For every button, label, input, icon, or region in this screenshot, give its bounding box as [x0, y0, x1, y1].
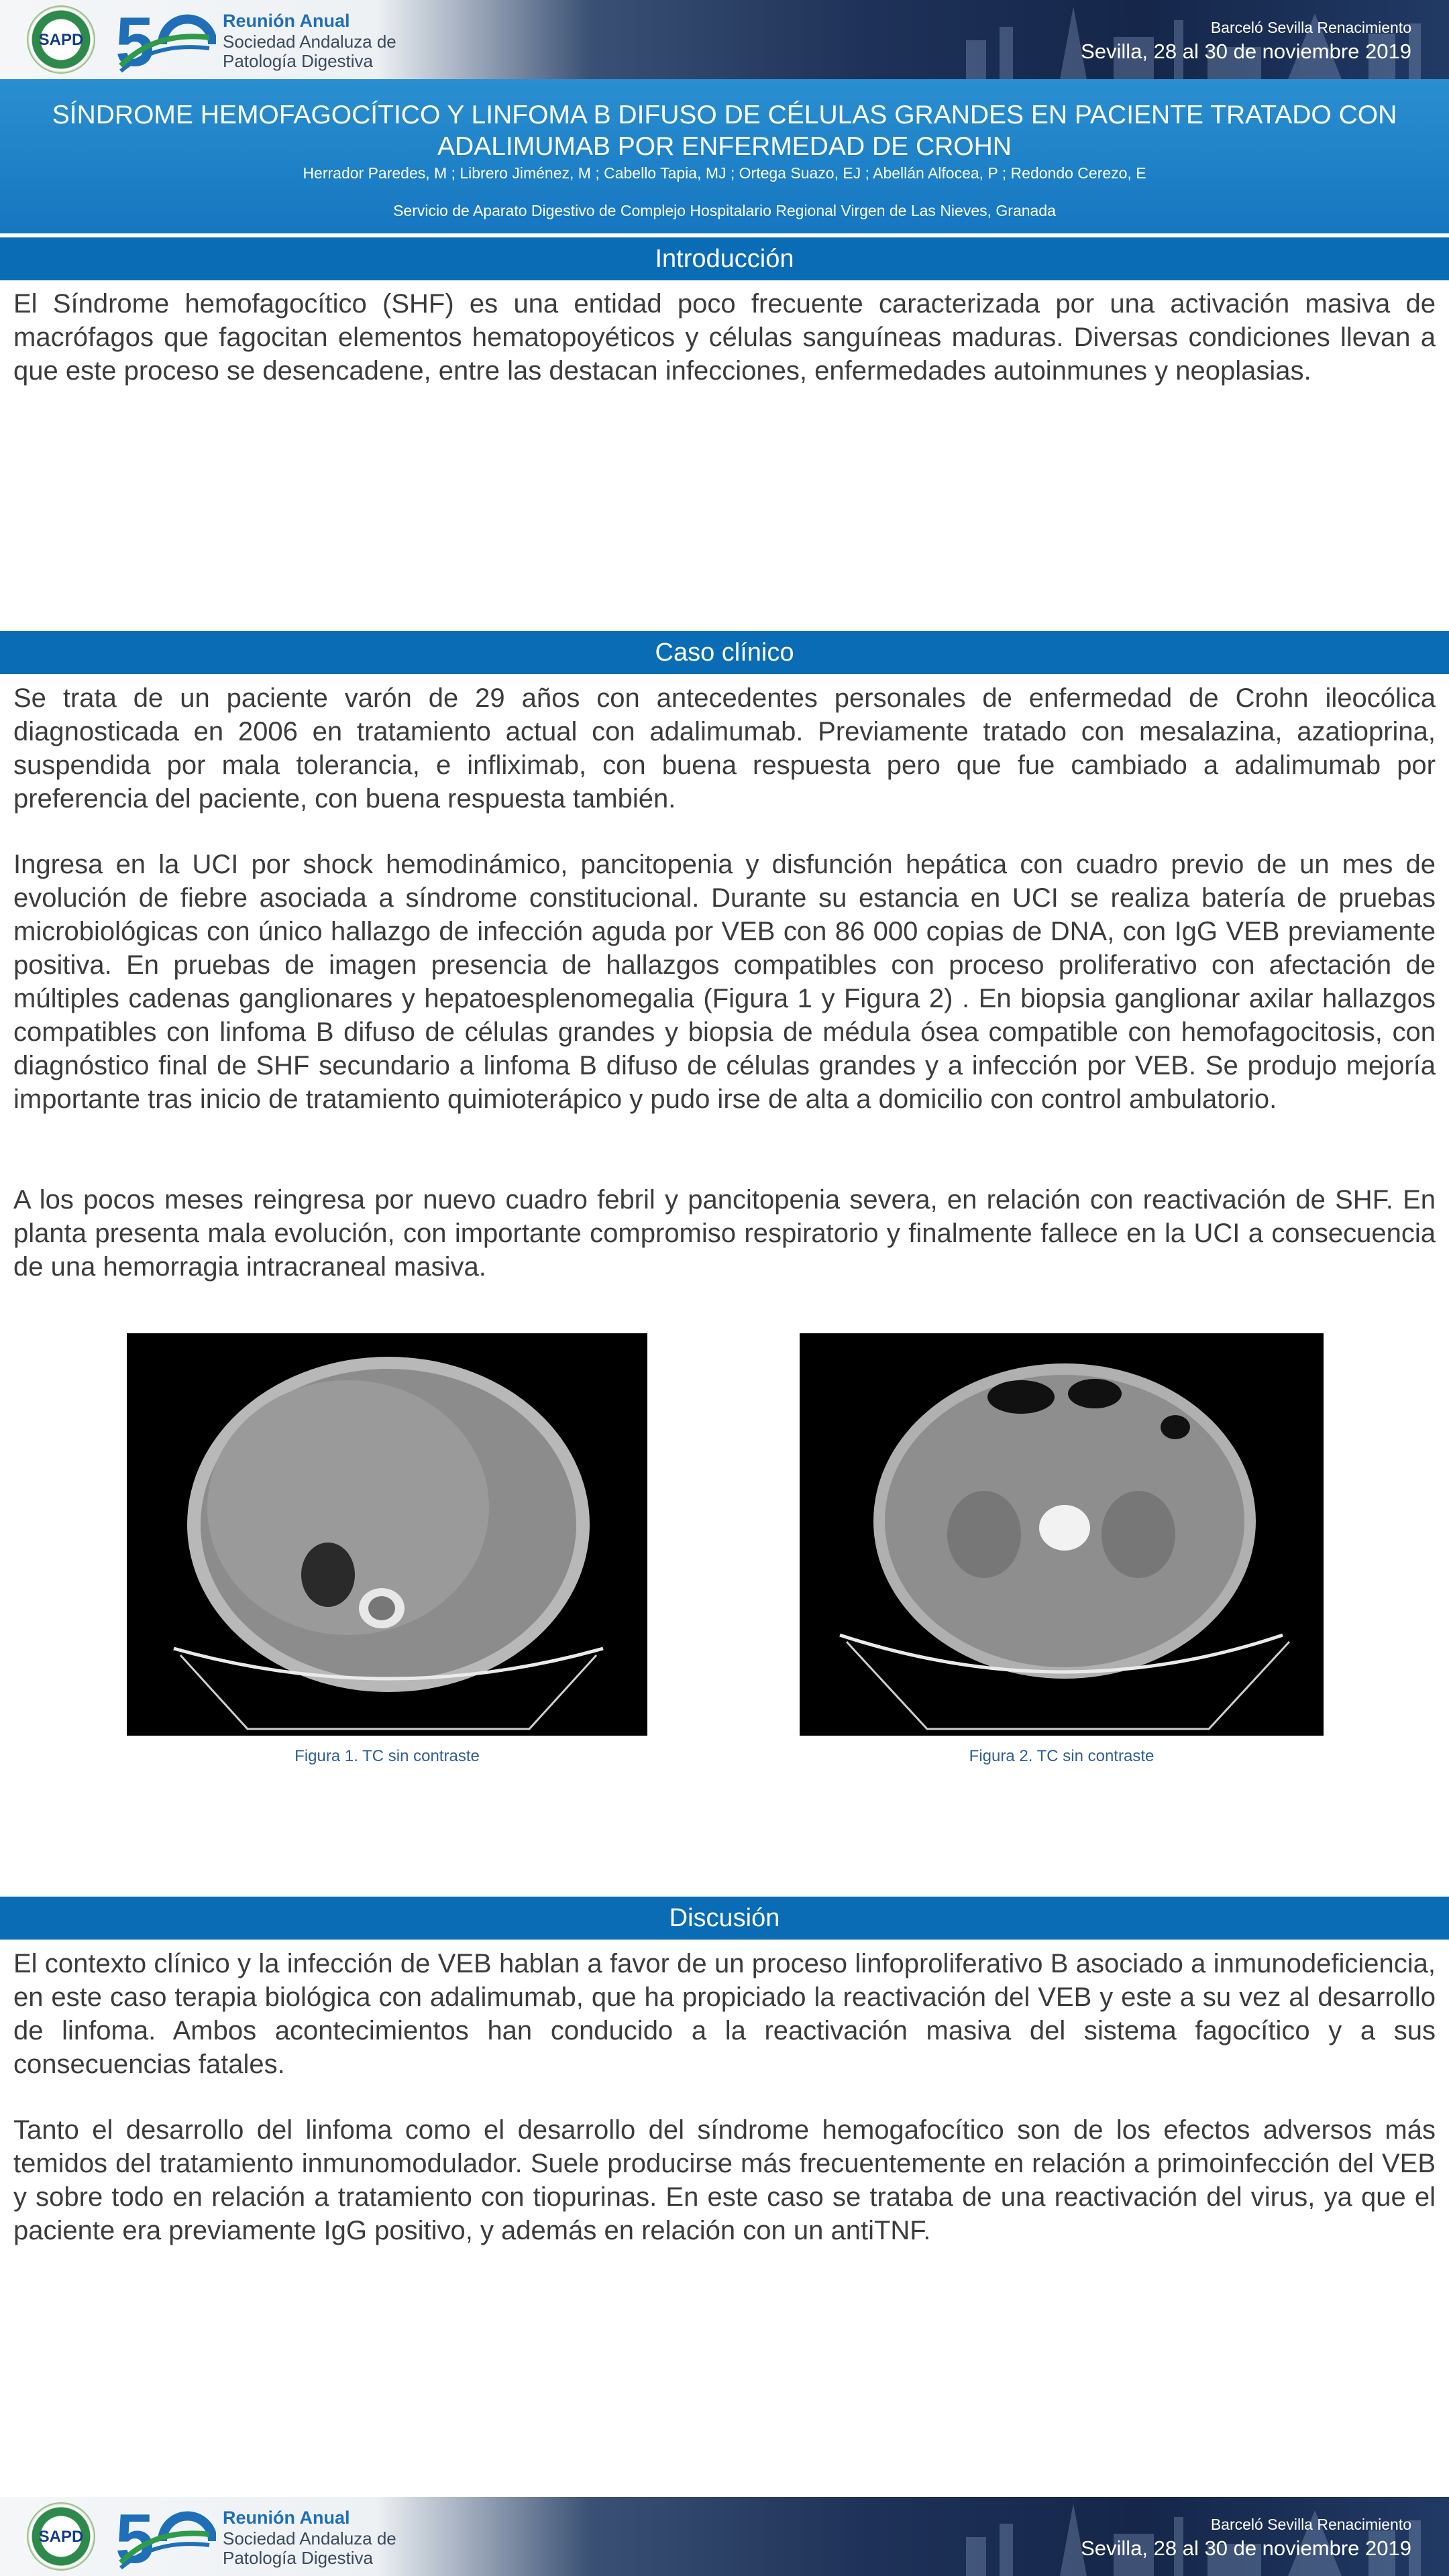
title-band — [0, 79, 1449, 233]
bottom-banner — [0, 2497, 1449, 2576]
case-paragraph-2: Ingresa en la UCI por shock hemodinámico, pancitopenia y disfunción hepática con cuadro previo de un mes de evolución de fiebre asociada a síndrome constitucional. Durante su estancia en UCI se realiza batería de pruebas microbiológicas con único hallazgo de infección aguda por VEB con 86 000 copias de DNA, con IgG VEB previamente positiva. En pruebas de imagen presencia de hallazgos compatibles con proceso proliferativo con afectación de múltiples cadenas ganglionares y hepatoesplenomegalia (Figura 1 y Figura 2) . En biopsia ganglionar axilar hallazgos compatibles con linfoma B difuso de células grandes y biopsia de médula ósea compatible con hemofagocitosis, con diagnóstico final de SHF secundario a linfoma B difuso de células grandes y a infección por VEB. Se produjo mejoría importante tras inicio de tratamiento quimioterápico y pudo irse de alta a domicilio con control ambulatorio. — [13, 850, 1436, 1114]
case-paragraph-1: Se trata de un paciente varón de 29 años con antecedentes personales de enfermedad de Crohn ileocólica diagnosticada en 2006 en tratamiento actual con adalimumab. Previamente tratado con mesalazina, azatioprina, suspendida por mala tolerancia, e infliximab, con buena respuesta pero que fue cambiado a adalimumab por preferencia del paciente, con buena respuesta también. — [13, 683, 1436, 814]
discussion-paragraph-1: El contexto clínico y la infección de VEB hablan a favor de un proceso linfoproliferativo B asociado a inmunodeficiencia, en este caso terapia biológica con adalimumab, que ha propiciado la reactivación del VEB y este a su vez al desarrollo de linfoma. Ambos acontecimientos han conducido a la reactivación masiva del sistema fagocítico y a sus consecuencias fatales. — [13, 1949, 1436, 2079]
affiliation: Servicio de Aparato Digestivo de Complejo Hospitalario Regional Virgen de Las Nieves, Granada — [393, 202, 1056, 219]
fifty-anniversary-logo — [115, 2501, 216, 2573]
meeting-brand — [223, 2509, 396, 2569]
discussion-paragraph-2: Tanto el desarrollo del linfoma como el desarrollo del síndrome hemogafocítico son de los efectos adversos más temidos del tratamiento inmunomodulador. Suele producirse más frecuentemente en relación a primoinfección del VEB y sobre todo en relación a tratamiento con tiopurinas. En este caso se trataba de una reactivación del virus, ya que el paciente era previamente IgG positivo, y además en relación con un antiTNF. — [13, 2115, 1436, 2245]
society-name-line2: Patología Digestiva — [223, 2548, 374, 2568]
society-name-line1: Sociedad Andaluza de — [223, 2528, 396, 2549]
intro-paragraph: El Síndrome hemofagocítico (SHF) es una entidad poco frecuente caracterizada por una activación masiva de macrófagos que fagocitan elementos hematopoyéticos y células sanguíneas maduras. Diversas condiciones llevan a que este proceso se desencadene, entre las destacan infecciones, enfermedades autoinmunes y neoplasias. — [13, 289, 1436, 386]
sapd-logo: SAPD — [27, 2502, 95, 2571]
section-heading-discussion: Discusión — [0, 1897, 1449, 1940]
meeting-name: Reunión Anual — [223, 2508, 350, 2528]
meeting-brand — [223, 12, 396, 72]
svg-text:5: 5 — [115, 2501, 154, 2573]
section-heading-intro: Introducción — [0, 237, 1449, 280]
society-name-line1: Sociedad Andaluza de — [223, 32, 396, 52]
figure-2-caption: Figura 2. TC sin contraste — [969, 1747, 1155, 1765]
venue-name: Barceló Sevilla Renacimiento — [1210, 19, 1411, 36]
case-paragraph-3: A los pocos meses reingresa por nuevo cuadro febril y pancitopenia severa, en relación con reactivación de SHF. En planta presenta mala evolución, con importante compromiso respiratorio y finalmente fallece en la UCI a consecuencia de una hemorragia intracraneal masiva. — [13, 1185, 1436, 1282]
section-heading-case: Caso clínico — [0, 631, 1449, 674]
society-name-line2: Patología Digestiva — [223, 51, 374, 71]
event-dates: Sevilla, 28 al 30 de noviembre 2019 — [1081, 40, 1411, 63]
meeting-name: Reunión Anual — [223, 11, 350, 31]
venue-info — [1081, 2517, 1411, 2559]
sapd-logo: SAPD — [27, 5, 95, 74]
poster-title: SÍNDROME HEMOFAGOCÍTICO Y LINFOMA B DIFUSO DE CÉLULAS GRANDES EN PACIENTE TRATADO CON ADALIMUMAB POR ENFERMEDAD DE CROHN — [52, 101, 1397, 161]
venue-info — [1081, 20, 1411, 62]
figure-1-ct-image — [127, 1333, 647, 1736]
authors: Herrador Paredes, M ; Librero Jiménez, M ; Cabello Tapia, MJ ; Ortega Suazo, EJ ; Abellán Alfocea, P ; Redondo Cerezo, E — [303, 164, 1146, 182]
svg-text:5: 5 — [115, 4, 154, 76]
figure-2-ct-image — [800, 1333, 1324, 1736]
figure-1-caption: Figura 1. TC sin contraste — [294, 1747, 480, 1765]
fifty-anniversary-logo — [115, 4, 216, 76]
top-banner — [0, 0, 1449, 79]
venue-name: Barceló Sevilla Renacimiento — [1210, 2516, 1411, 2533]
event-dates: Sevilla, 28 al 30 de noviembre 2019 — [1081, 2536, 1411, 2560]
